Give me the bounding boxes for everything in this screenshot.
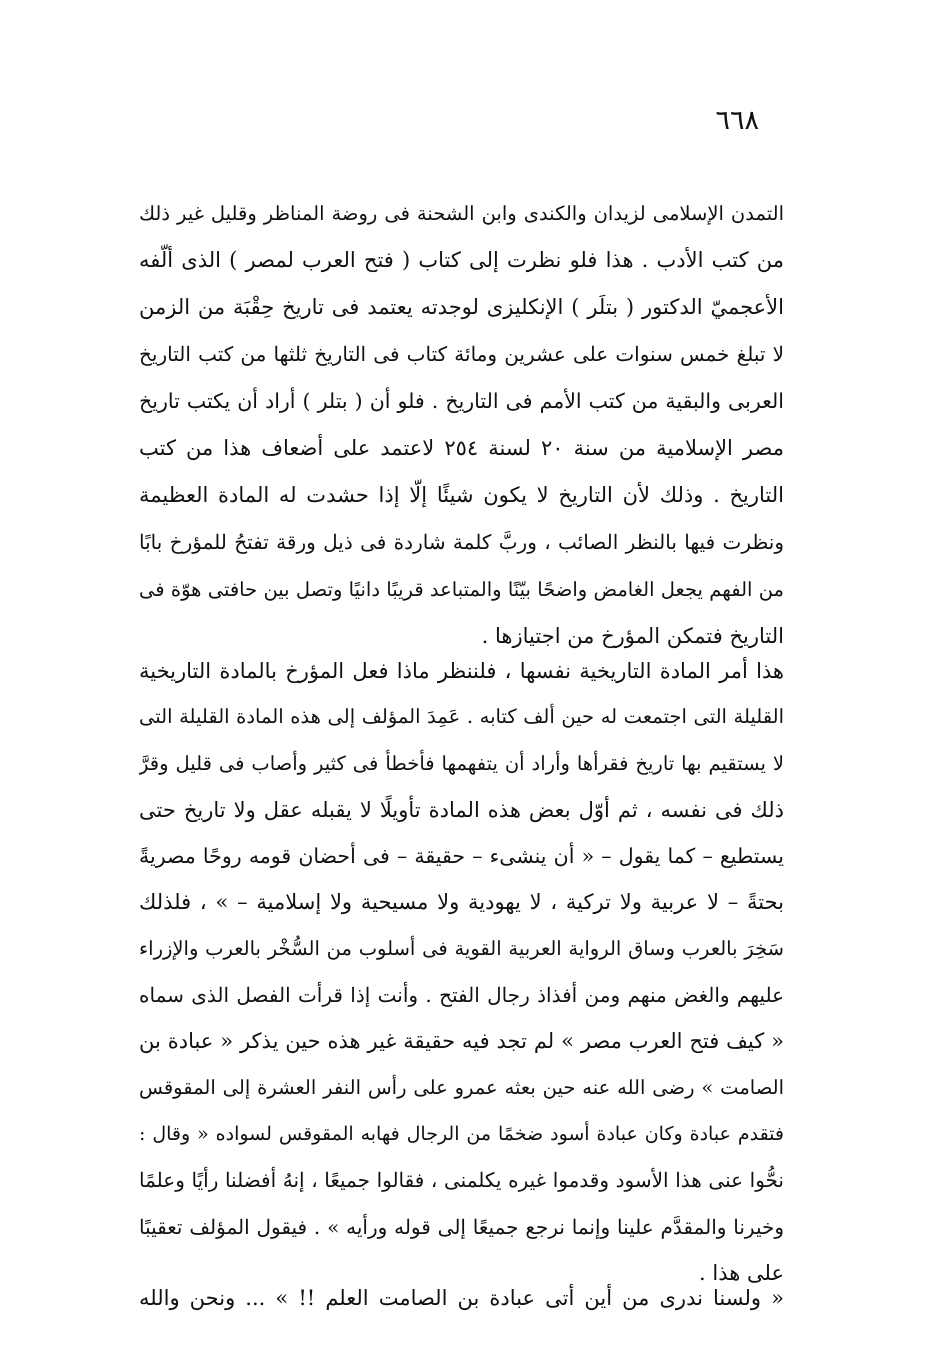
text-line: التمدن الإسلامى لزيدان والكندى وابن الشحنة فى روضة المناظر وقليل غير ذلك (139, 202, 784, 225)
text-line: التاريخ فتمكن المؤرخ من اجتيازها . (481, 624, 784, 648)
text-line: هذا أمر المادة التاريخية نفسها ، فلننظر ماذا فعل المؤرخ بالمادة التاريخية (139, 659, 784, 683)
text-line: من الفهم يجعل الغامض واضحًا بيّنًا والمتباعد قريبًا دانيًا وتصل بين حافتى هوّة فى (139, 578, 784, 601)
text-line: من كتب الأدب . هذا فلو نظرت إلى كتاب ( فتح العرب لمصر ) الذى ألّفه (139, 248, 784, 272)
text-line: « ولسنا ندرى من أين أتى عبادة بن الصامت العلم !! » ... ونحن والله (139, 1286, 784, 1310)
text-line: التاريخ . وذلك لأن التاريخ لا يكون شيئًا إلّا إذا حشدت له المادة العظيمة (139, 483, 784, 507)
text-line: الصامت » رضى الله عنه حين بعثه عمرو على رأس النفر العشرة إلى المقوقس (139, 1075, 784, 1099)
text-line: سَخِرَ بالعرب وساق الرواية العربية القوية فى أسلوب من السُّخْر بالعرب والإزراء (139, 936, 784, 960)
text-line: بحتةً – لا عربية ولا تركية ، لا يهودية ولا مسيحية ولا إسلامية – » ، فلذلك (139, 890, 784, 915)
paragraph-3 (139, 1275, 784, 1322)
text-line: مصر الإسلامية من سنة ٢٠ لسنة ٢٥٤ لاعتمد على أضعاف هذا من كتب (139, 436, 784, 460)
text-line: على هذا . (699, 1260, 784, 1285)
paragraph-2 (139, 648, 784, 1296)
text-line: يستطيع – كما يقول – « أن ينشىء – حقيقة – فى أحضان قومه روحًا مصريةً (139, 844, 784, 869)
text-line: وخيرنا والمقدَّم علينا وإنما نرجع جميعًا إلى قوله ورأيه » . فيقول المؤلف تعقيبًا (139, 1214, 784, 1239)
text-line: لا يستقيم بها تاريخ فقرأها وأراد أن يتفهمها فأخطأ فى كثير وأصاب فى قليل وقرَّ (139, 751, 784, 775)
page-number: ٦٦٨ (715, 105, 759, 136)
text-line: ونظرت فيها بالنظر الصائب ، وربَّ كلمة شاردة فى ذيل ورقة تفتحُ للمؤرخ بابًا (139, 530, 784, 554)
text-line: عليهم والغض منهم ومن أفذاذ رجال الفتح . وأنت إذا قرأت الفصل الذى سماه (139, 983, 784, 1008)
text-line: الأعجميّ الدكتور ( بتلَر ) الإنكليزى لوجدته يعتمد فى تاريخ حِقْبَة من الزمن (139, 295, 784, 319)
text-line: لا تبلغ خمس سنوات على عشرين ومائة كتاب فى التاريخ ثلثها من كتب التاريخ (139, 342, 784, 366)
text-line: « كيف فتح العرب مصر » لم تجد فيه حقيقة غير هذه حين يذكر « عبادة بن (139, 1029, 784, 1054)
text-line: نحُّوا عنى هذا الأسود وقدموا غيره يكلمنى ، فقالوا جميعًا ، إنهُ أفضلنا رأيًا وعلمًا (139, 1168, 784, 1193)
paragraph-1 (139, 190, 784, 660)
text-line: العربى والبقية من كتب الأمم فى التاريخ . فلو أن ( بتلر ) أراد أن يكتب تاريخ (139, 389, 784, 413)
text-line: القليلة التى اجتمعت له حين ألف كتابه . عَمِدَ المؤلف إلى هذه المادة القليلة التى (139, 705, 784, 729)
text-line: فتقدم عبادة وكان عبادة أسود ضخمًا من الرجال فهابه المقوقس لسواده « وقال : (139, 1122, 784, 1145)
text-line: ذلك فى نفسه ، ثم أوّل بعض هذه المادة تأويلًا لا يقبله عقل ولا تاريخ حتى (139, 797, 784, 822)
